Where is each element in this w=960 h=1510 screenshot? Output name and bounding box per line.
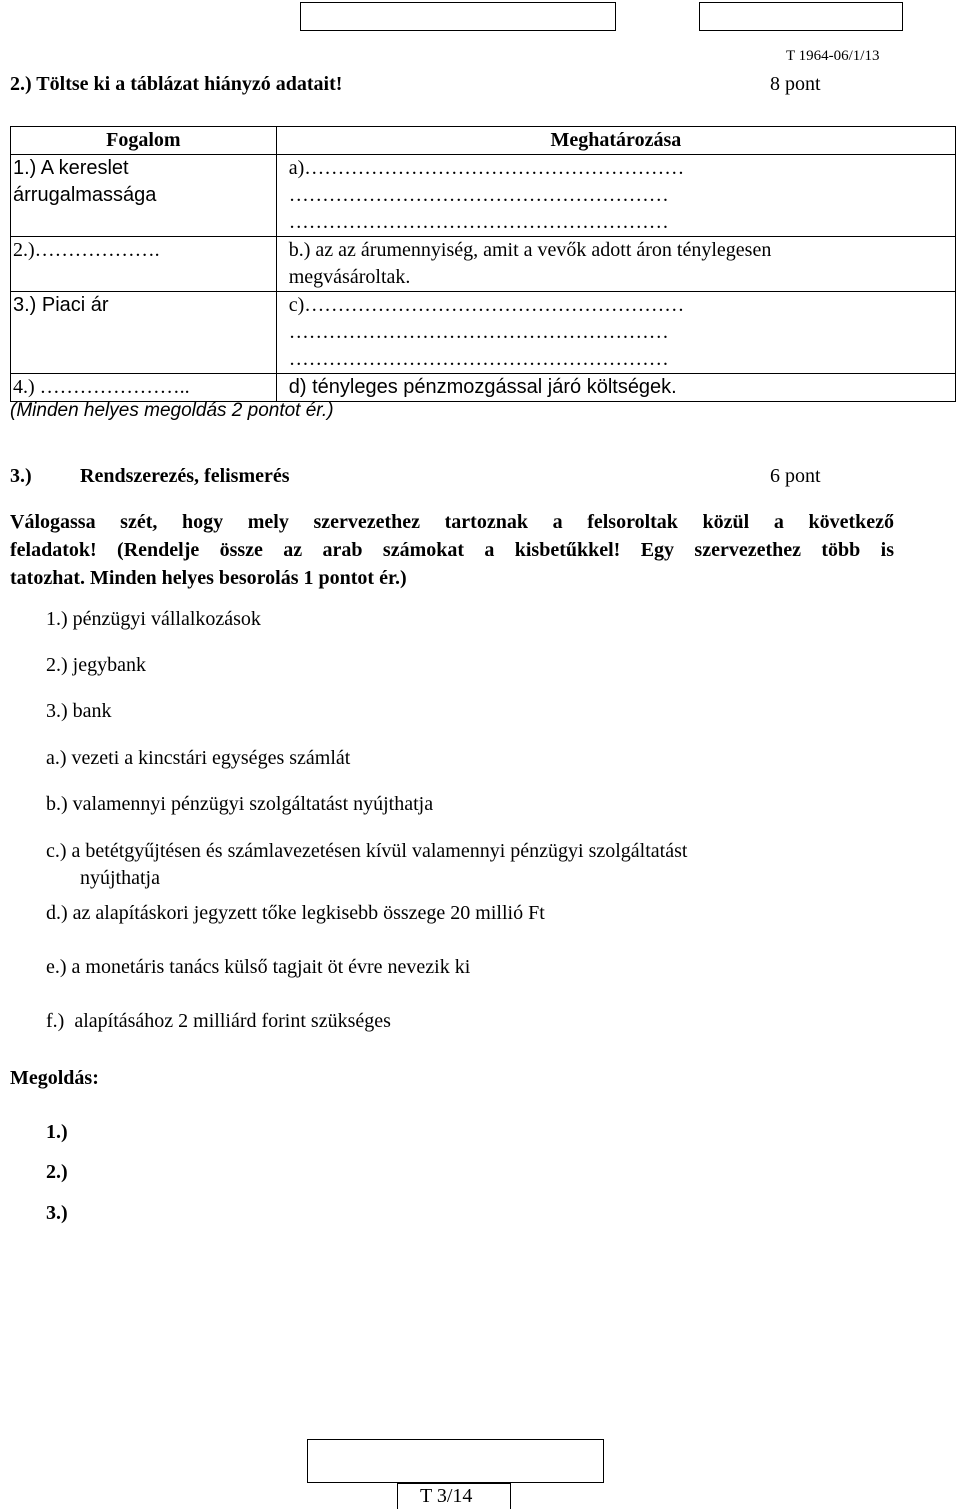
page-number: T 3/14	[420, 1485, 473, 1507]
concept-line: 3.) Piaci ár	[13, 294, 109, 316]
header-box-right	[699, 2, 903, 31]
table-row	[11, 155, 956, 237]
concept-line: 4.) …………………..	[13, 376, 190, 398]
solution-item: 3.)	[46, 1202, 68, 1224]
task-item: b.) valamennyi pénzügyi szolgáltatást nyújthatja	[46, 793, 434, 815]
task3-points: 6 pont	[770, 465, 821, 487]
organization-item: 1.) pénzügyi vállalkozások	[46, 608, 261, 630]
score-box	[307, 1439, 604, 1483]
definition-cell	[276, 374, 955, 402]
definition-line: …………………………………………………	[288, 184, 669, 206]
definition-cell	[276, 292, 955, 374]
task3-number: 3.)	[10, 465, 32, 487]
task2-points: 8 pont	[770, 73, 821, 95]
concept-cell	[11, 374, 277, 402]
definition-cell	[276, 155, 955, 237]
definition-line: …………………………………………………	[288, 211, 669, 233]
organization-item: 2.) jegybank	[46, 654, 146, 676]
solution-label: Megoldás:	[10, 1067, 99, 1089]
table-row	[11, 292, 956, 374]
col-header-definition: Meghatározása	[276, 127, 955, 155]
task2-note: (Minden helyes megoldás 2 pontot ér.)	[10, 400, 334, 421]
task-item: c.) a betétgyűjtésen és számlavezetésen kívül valamennyi pénzügyi szolgáltatást	[46, 840, 688, 862]
definition-cell	[276, 237, 955, 292]
concept-line: 1.) A kereslet	[13, 157, 129, 179]
definition-line: …………………………………………………	[288, 348, 669, 370]
task-item: d.) az alapításkori jegyzett tőke legkisebb összege 20 millió Ft	[46, 902, 545, 924]
definition-table	[10, 126, 956, 402]
col-header-concept: Fogalom	[11, 127, 277, 155]
task3-instructions-line: tatozhat. Minden helyes besorolás 1 pontot ér.)	[10, 567, 407, 589]
organization-item: 3.) bank	[46, 700, 112, 722]
concept-cell	[11, 237, 277, 292]
task-item: f.) alapításához 2 milliárd forint szükséges	[46, 1010, 391, 1032]
definition-line: b.) az az árumennyiség, amit a vevők adott áron ténylegesen	[288, 239, 772, 261]
table-row	[11, 374, 956, 402]
task3-title: Rendszerezés, felismerés	[80, 465, 290, 487]
table-row	[11, 237, 956, 292]
definition-line: c)…………………………………………………	[288, 294, 685, 316]
definition-line: d) tényleges pénzmozgással járó költségek.	[288, 376, 677, 398]
definition-line: …………………………………………………	[288, 321, 669, 343]
concept-line: 2.)……………….	[13, 239, 160, 261]
task3-instructions-line: Válogassa szét, hogy mely szervezethez tartoznak a felsoroltak közül a következő	[10, 511, 894, 533]
header-box-left	[300, 2, 616, 31]
definition-line: megvásároltak.	[288, 266, 411, 288]
concept-line: árrugalmassága	[13, 184, 157, 206]
task3-instructions-line: feladatok! (Rendelje össze az arab számokat a kisbetűkkel! Egy szervezethez több is	[10, 539, 894, 561]
solution-item: 1.)	[46, 1121, 68, 1143]
task-item: e.) a monetáris tanács külső tagjait öt évre nevezik ki	[46, 956, 471, 978]
concept-cell	[11, 292, 277, 374]
task2-title: 2.) Töltse ki a táblázat hiányzó adatait!	[10, 73, 343, 95]
solution-item: 2.)	[46, 1161, 68, 1183]
doc-code: T 1964-06/1/13	[786, 48, 880, 64]
table-header-row	[11, 127, 956, 155]
concept-cell	[11, 155, 277, 237]
task-item: a.) vezeti a kincstári egységes számlát	[46, 747, 351, 769]
definition-line: a)…………………………………………………	[288, 157, 685, 179]
task-item-continuation: nyújthatja	[80, 867, 160, 889]
